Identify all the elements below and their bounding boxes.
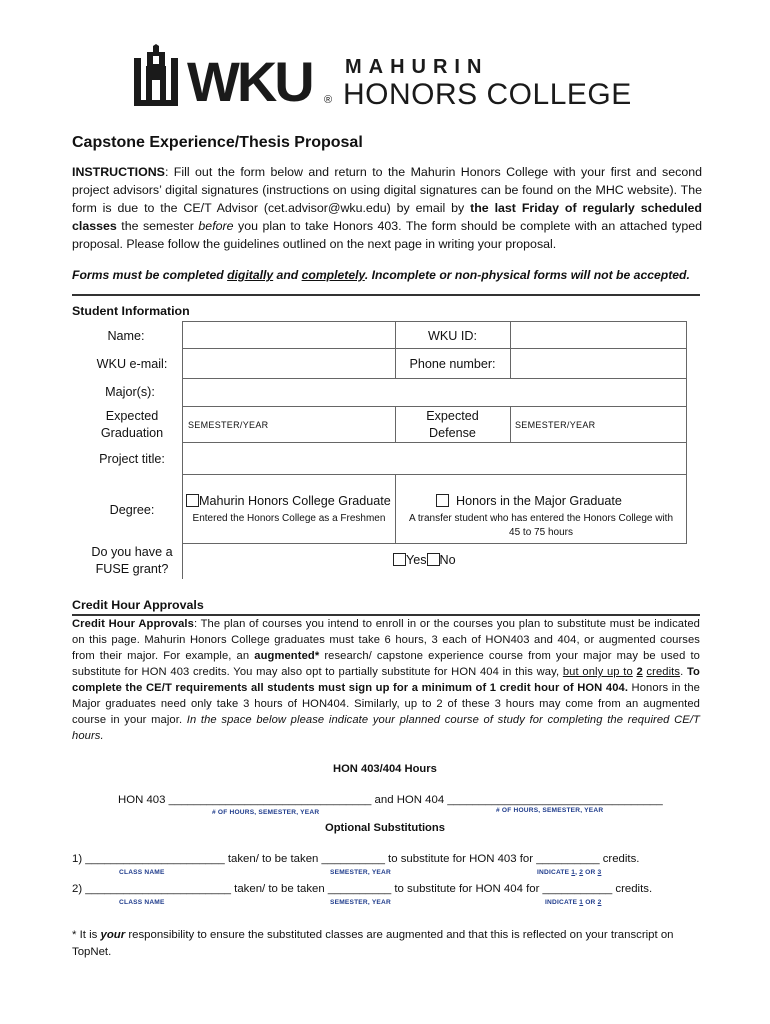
sub2-indicate-hint: INDICATE 1 OR 2 <box>545 899 602 906</box>
instructions-before: before <box>198 219 234 233</box>
degree-option-mhc-desc: Entered the Honors College as a Freshmen <box>192 513 386 524</box>
instructions-deadline: the last Friday of regularly scheduled classes <box>72 201 702 233</box>
defense-semester-hint: SEMESTER/YEAR <box>515 420 596 430</box>
fuse-label: Do you have a FUSE grant? <box>91 545 173 576</box>
majors-field[interactable] <box>183 379 686 406</box>
credit-heading: Credit Hour Approvals <box>72 598 204 612</box>
majors-label: Major(s): <box>105 385 155 399</box>
email-label: WKU e-mail: <box>96 357 168 371</box>
fuse-yes-checkbox[interactable] <box>393 553 406 566</box>
hours-heading: HON 403/404 Hours <box>333 763 437 775</box>
registered-mark: ® <box>324 94 333 106</box>
expected-graduation-label: Expected Graduation <box>100 409 164 440</box>
wku-id-label: WKU ID: <box>428 329 477 343</box>
logo-honors-college: HONORS COLLEGE <box>343 78 632 111</box>
project-title-field[interactable] <box>183 443 686 474</box>
form-title: Capstone Experience/Thesis Proposal <box>72 134 363 151</box>
expected-defense-label: Expected Defense <box>426 409 479 440</box>
degree-option-major[interactable]: Honors in the Major Graduate <box>436 494 622 508</box>
wku-id-field[interactable] <box>511 322 686 348</box>
instructions-text-1: : Fill out the form below and return to the Mahurin Honors College with your first and second project advisors’ digital signatures (instructions on using digital signatures can be found on the MHC website). The form is due to the CE/T Advisor (cet.advisor@wku.edu) by email by <box>72 165 702 215</box>
fuse-no-label: No <box>439 553 456 567</box>
sub1-semester-hint: SEMESTER, YEAR <box>330 869 391 876</box>
tower-icon <box>132 44 182 108</box>
hours-note-left: # OF HOURS, SEMESTER, YEAR <box>212 809 320 816</box>
degree-label: Degree: <box>109 503 155 517</box>
footnote: * It is your responsibility to ensure the substituted classes are augmented and that this is reflected on your transcript on TopNet. <box>72 929 674 958</box>
degree-option-mhc[interactable]: Mahurin Honors College Graduate <box>186 494 391 508</box>
logo-wku: WKU <box>187 50 312 113</box>
divider <box>72 294 700 296</box>
subs-heading: Optional Substitutions <box>325 822 445 834</box>
fuse-no-checkbox[interactable] <box>427 553 440 566</box>
graduation-field[interactable] <box>183 407 395 442</box>
project-title-label: Project title: <box>99 452 165 466</box>
instructions-text-3: you plan to take Honors 403. The form should be complete with an attached typed proposal. Please follow the guidelines outlined on the next page in writing your proposal. <box>72 219 702 251</box>
sub-line-2[interactable]: 2) _______________________ taken/ to be taken __________ to substitute for HON 404 for ___________ credits. <box>72 883 653 895</box>
defense-field[interactable] <box>511 407 686 442</box>
fuse-options <box>393 553 456 567</box>
sub2-semester-hint: SEMESTER, YEAR <box>330 899 391 906</box>
instructions-text-2: the semester <box>116 219 199 233</box>
instructions <box>72 163 702 253</box>
degree-option-major-desc: A transfer student who has entered the Honors College with 45 to 75 hours <box>408 513 674 538</box>
mhc-logo <box>132 44 642 114</box>
name-label: Name: <box>107 329 145 343</box>
name-field[interactable] <box>183 322 395 348</box>
student-info-heading: Student Information <box>72 304 190 318</box>
hours-note-right: # OF HOURS, SEMESTER, YEAR <box>496 807 604 814</box>
mhc-graduate-checkbox[interactable] <box>186 494 199 507</box>
credit-paragraph: Credit Hour Approvals: The plan of courses you intend to enroll in or the courses you plan to substitute must be indicated on this page. Mahurin Honors College graduates must take 6 hours, 3 each of HON403 and 404, or augmented courses from their major. For example, an augmented* research/ capstone experience course from your major may be used to substitute for HON 403 credits. You may also opt to partially substitute for HON 404 in this way, but only up to 2 credits. To complete the CE/T requirements all students must sign up for a minimum of 1 credit hour of HON 404. Honors in the Major graduates need only take 3 hours of HON404. Similarly, up to 2 of these 3 hours may come from an augmented course in your major. In the space below please indicate your planned course of study for completing the required CE/T hours. <box>72 618 701 742</box>
fuse-yes-label: Yes <box>406 553 427 567</box>
hours-line[interactable]: HON 403 ________________________________ and HON 404 __________________________________ <box>118 794 663 806</box>
logo-mahurin: MAHURIN <box>345 56 489 78</box>
sub1-class-hint: CLASS NAME <box>119 869 165 876</box>
instructions-lead: INSTRUCTIONS <box>72 165 165 179</box>
phone-label: Phone number: <box>409 357 496 371</box>
honors-major-checkbox[interactable] <box>436 494 449 507</box>
sub1-indicate-hint: INDICATE 1, 2 OR 3 <box>537 869 602 876</box>
sub2-class-hint: CLASS NAME <box>119 899 165 906</box>
sub-line-1[interactable]: 1) ______________________ taken/ to be taken __________ to substitute for HON 403 for __________ credits. <box>72 853 640 865</box>
phone-field[interactable] <box>511 349 686 378</box>
email-field[interactable] <box>183 349 395 378</box>
graduation-semester-hint: SEMESTER/YEAR <box>188 420 269 430</box>
completion-notice: Forms must be completed digitally and completely. Incomplete or non-physical forms will not be accepted. <box>72 268 690 282</box>
